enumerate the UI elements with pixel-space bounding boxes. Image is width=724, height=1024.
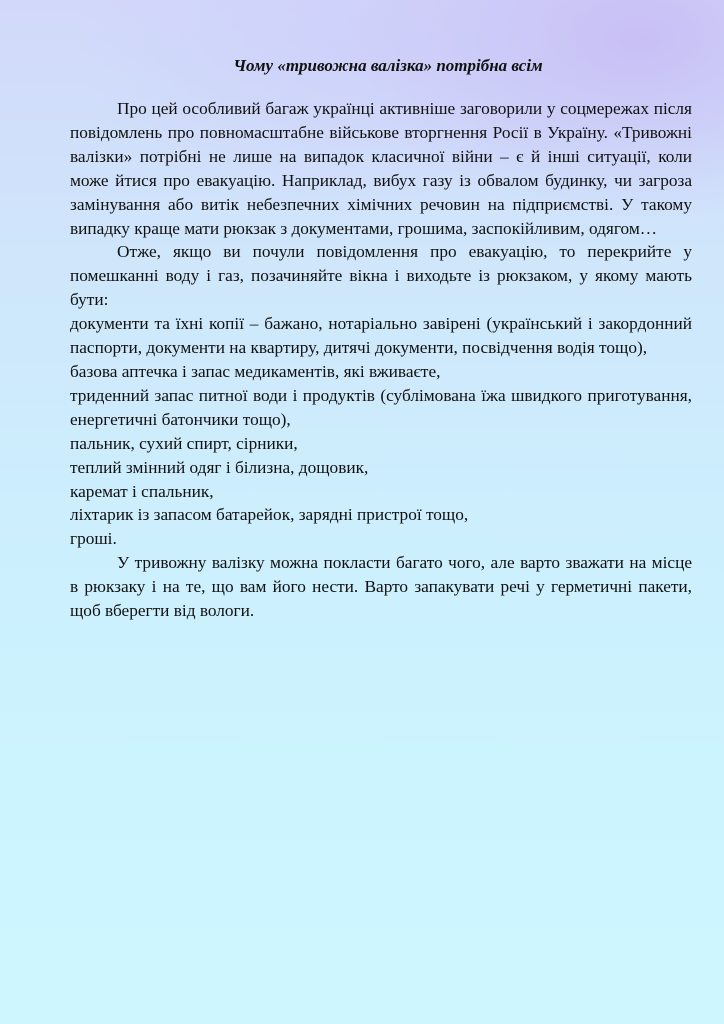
intro-paragraph: Про цей особливий багаж українці активніше заговорили у соцмережах після повідомлень про повномасштабне військове вторгнення Росії в Україну. «Тривожні валізки» потрібні не лише на випадок класичної війни – є й інші ситуації, коли може йтися про евакуацію. Наприклад, вибух газу із обвалом будинку, чи загроза замінування або витік небезпечних хімічних речовин на підприємстві. У такому випадку краще мати рюкзак з документами, грошима, заспокійливим, одягом…: [70, 99, 692, 238]
list-item-water-food: триденний запас питної води і продуктів (сублімована їжа швидкого приготування, енергетичні батончики тощо),: [70, 385, 692, 429]
list-item-clothes: теплий змінний одяг і білизна, дощовик,: [70, 457, 369, 477]
list-item-documents: документи та їхні копії – бажано, нотаріально завірені (український і закордонний паспорти, документи на квартиру, дитячі документи, посвідчення водія тощо),: [70, 314, 692, 358]
list-item-first-aid: базова аптечка і запас медикаментів, які вживаєте,: [70, 361, 441, 381]
closing-paragraph: У тривожну валізку можна покласти багато чого, але варто зважати на місце в рюкзаку і на те, що вам його нести. Варто запакувати речі у герметичні пакети, щоб вберегти від вологи.: [70, 553, 692, 621]
list-item-money: гроші.: [70, 529, 117, 549]
list-item-burner: пальник, сухий спирт, сірники,: [70, 433, 298, 453]
evacuation-paragraph: Отже, якщо ви почули повідомлення про евакуацію, то перекрийте у помешканні воду і газ, позачиняйте вікна і виходьте із рюкзаком, у якому мають бути:: [70, 242, 692, 310]
list-item-flashlight: ліхтарик із запасом батарейок, зарядні пристрої тощо,: [70, 505, 469, 525]
list-item-sleeping: каремат і спальник,: [70, 481, 214, 501]
document-title: Чому «тривожна валізка» потрібна всім: [233, 56, 543, 75]
checklist: [70, 312, 692, 551]
document-page: [70, 56, 692, 623]
